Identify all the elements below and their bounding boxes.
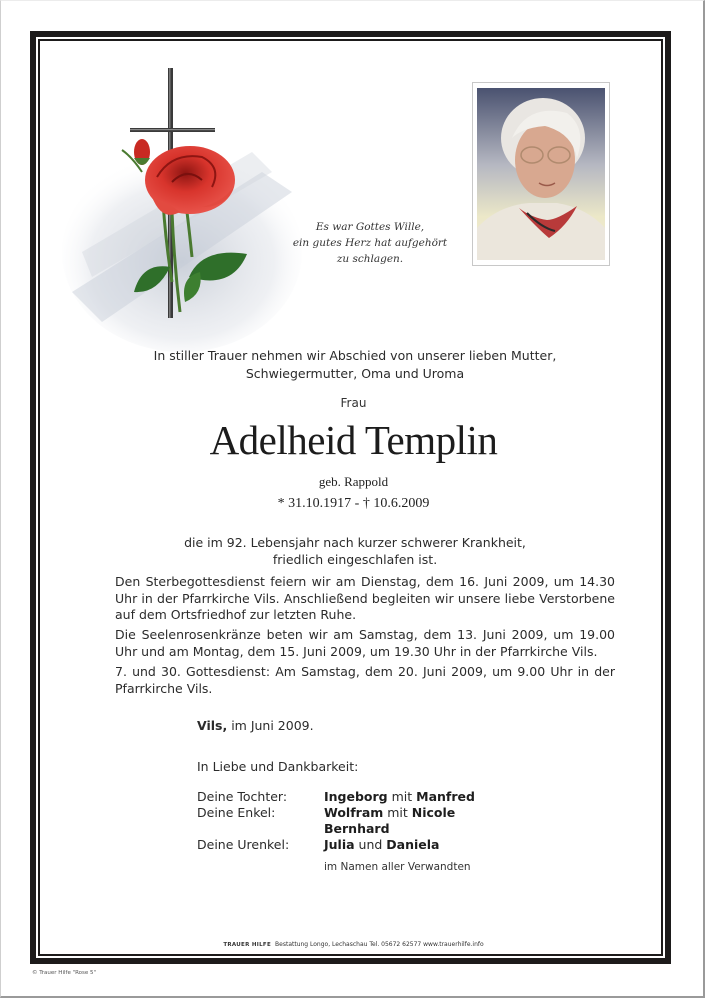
family-row-daughter [197, 789, 475, 805]
intro-line: In stiller Trauer nehmen wir Abschied von unserer lieben Mutter, [153, 348, 557, 363]
family-label: Deine Tochter: [197, 789, 288, 804]
rose-bud-icon [134, 139, 150, 165]
family-member: Nicole [411, 805, 456, 820]
intro-text [120, 347, 590, 383]
family-list [197, 789, 475, 853]
family-member: Ingeborg [324, 789, 388, 804]
quote-line: zu schlagen. [336, 253, 404, 265]
copyright: © Trauer Hilfe "Rose 5" [32, 970, 97, 976]
family-names [324, 789, 475, 805]
quote-line: ein gutes Herz hat aufgehört [292, 237, 448, 249]
footer-brand: TRAUER HILFE [223, 942, 272, 948]
portrait-frame [472, 82, 610, 266]
family-member: Manfred [416, 789, 475, 804]
family-member: Bernhard [324, 821, 390, 836]
family-join: mit [387, 789, 417, 804]
memorial-mass-paragraph: 7. und 30. Gottesdienst: Am Samstag, dem 20. Juni 2009, um 9.00 Uhr in der Pfarrkirche Vils. [115, 664, 615, 696]
footer [0, 941, 707, 948]
family-row-grandchildren-2 [197, 821, 475, 837]
life-dates: * 31.10.1917 - † 10.6.2009 [277, 496, 430, 511]
relatives-note: im Namen aller Verwandten [324, 861, 471, 873]
intro-line: Schwiegermutter, Oma und Uroma [245, 366, 465, 381]
family-label: Deine Urenkel: [197, 837, 290, 852]
closing-line: In Liebe und Dankbarkeit: [197, 759, 359, 774]
place-date [197, 718, 314, 733]
place-town: Vils, [197, 718, 228, 733]
portrait-photo [477, 88, 605, 260]
family-names [324, 837, 440, 853]
quote-line: Es war Gottes Wille, [315, 221, 425, 233]
family-member: Wolfram [324, 805, 384, 820]
family-names [324, 821, 390, 837]
family-member: Daniela [386, 837, 440, 852]
family-label: Deine Enkel: [197, 805, 276, 820]
passing-line: die im 92. Lebensjahr nach kurzer schwerer Krankheit, [184, 535, 526, 550]
deceased-name: Adelheid Templin [209, 417, 498, 463]
family-join: und [354, 837, 387, 852]
title-prefix: Frau [340, 396, 367, 410]
family-join: mit [383, 805, 412, 820]
funeral-service-paragraph: Den Sterbegottesdienst feiern wir am Dienstag, dem 16. Juni 2009, um 14.30 Uhr in der Pfarrkirche Vils. Anschließend begleiten wir unsere liebe Verstorbene auf dem Ortsfriedhof zur letzten Ruhe. [115, 574, 615, 622]
footer-text: Bestattung Longo, Lechaschau Tel. 05672 62577 www.trauerhilfe.info [275, 941, 484, 948]
passing-text [120, 534, 590, 568]
family-row-great-grandchildren [197, 837, 475, 853]
family-member: Julia [324, 837, 355, 852]
cross-rose-illustration [62, 62, 302, 362]
rosary-paragraph: Die Seelenrosenkränze beten wir am Samstag, dem 13. Juni 2009, um 19.00 Uhr und am Montag, dem 15. Juni 2009, um 19.30 Uhr in der Pfarrkirche Vils. [115, 627, 615, 659]
memorial-quote [270, 219, 470, 267]
family-names [324, 805, 455, 821]
passing-line: friedlich eingeschlafen ist. [272, 552, 438, 567]
place-date-text: im Juni 2009. [227, 718, 314, 733]
family-row-grandchildren [197, 805, 475, 821]
maiden-name: geb. Rappold [318, 474, 389, 489]
